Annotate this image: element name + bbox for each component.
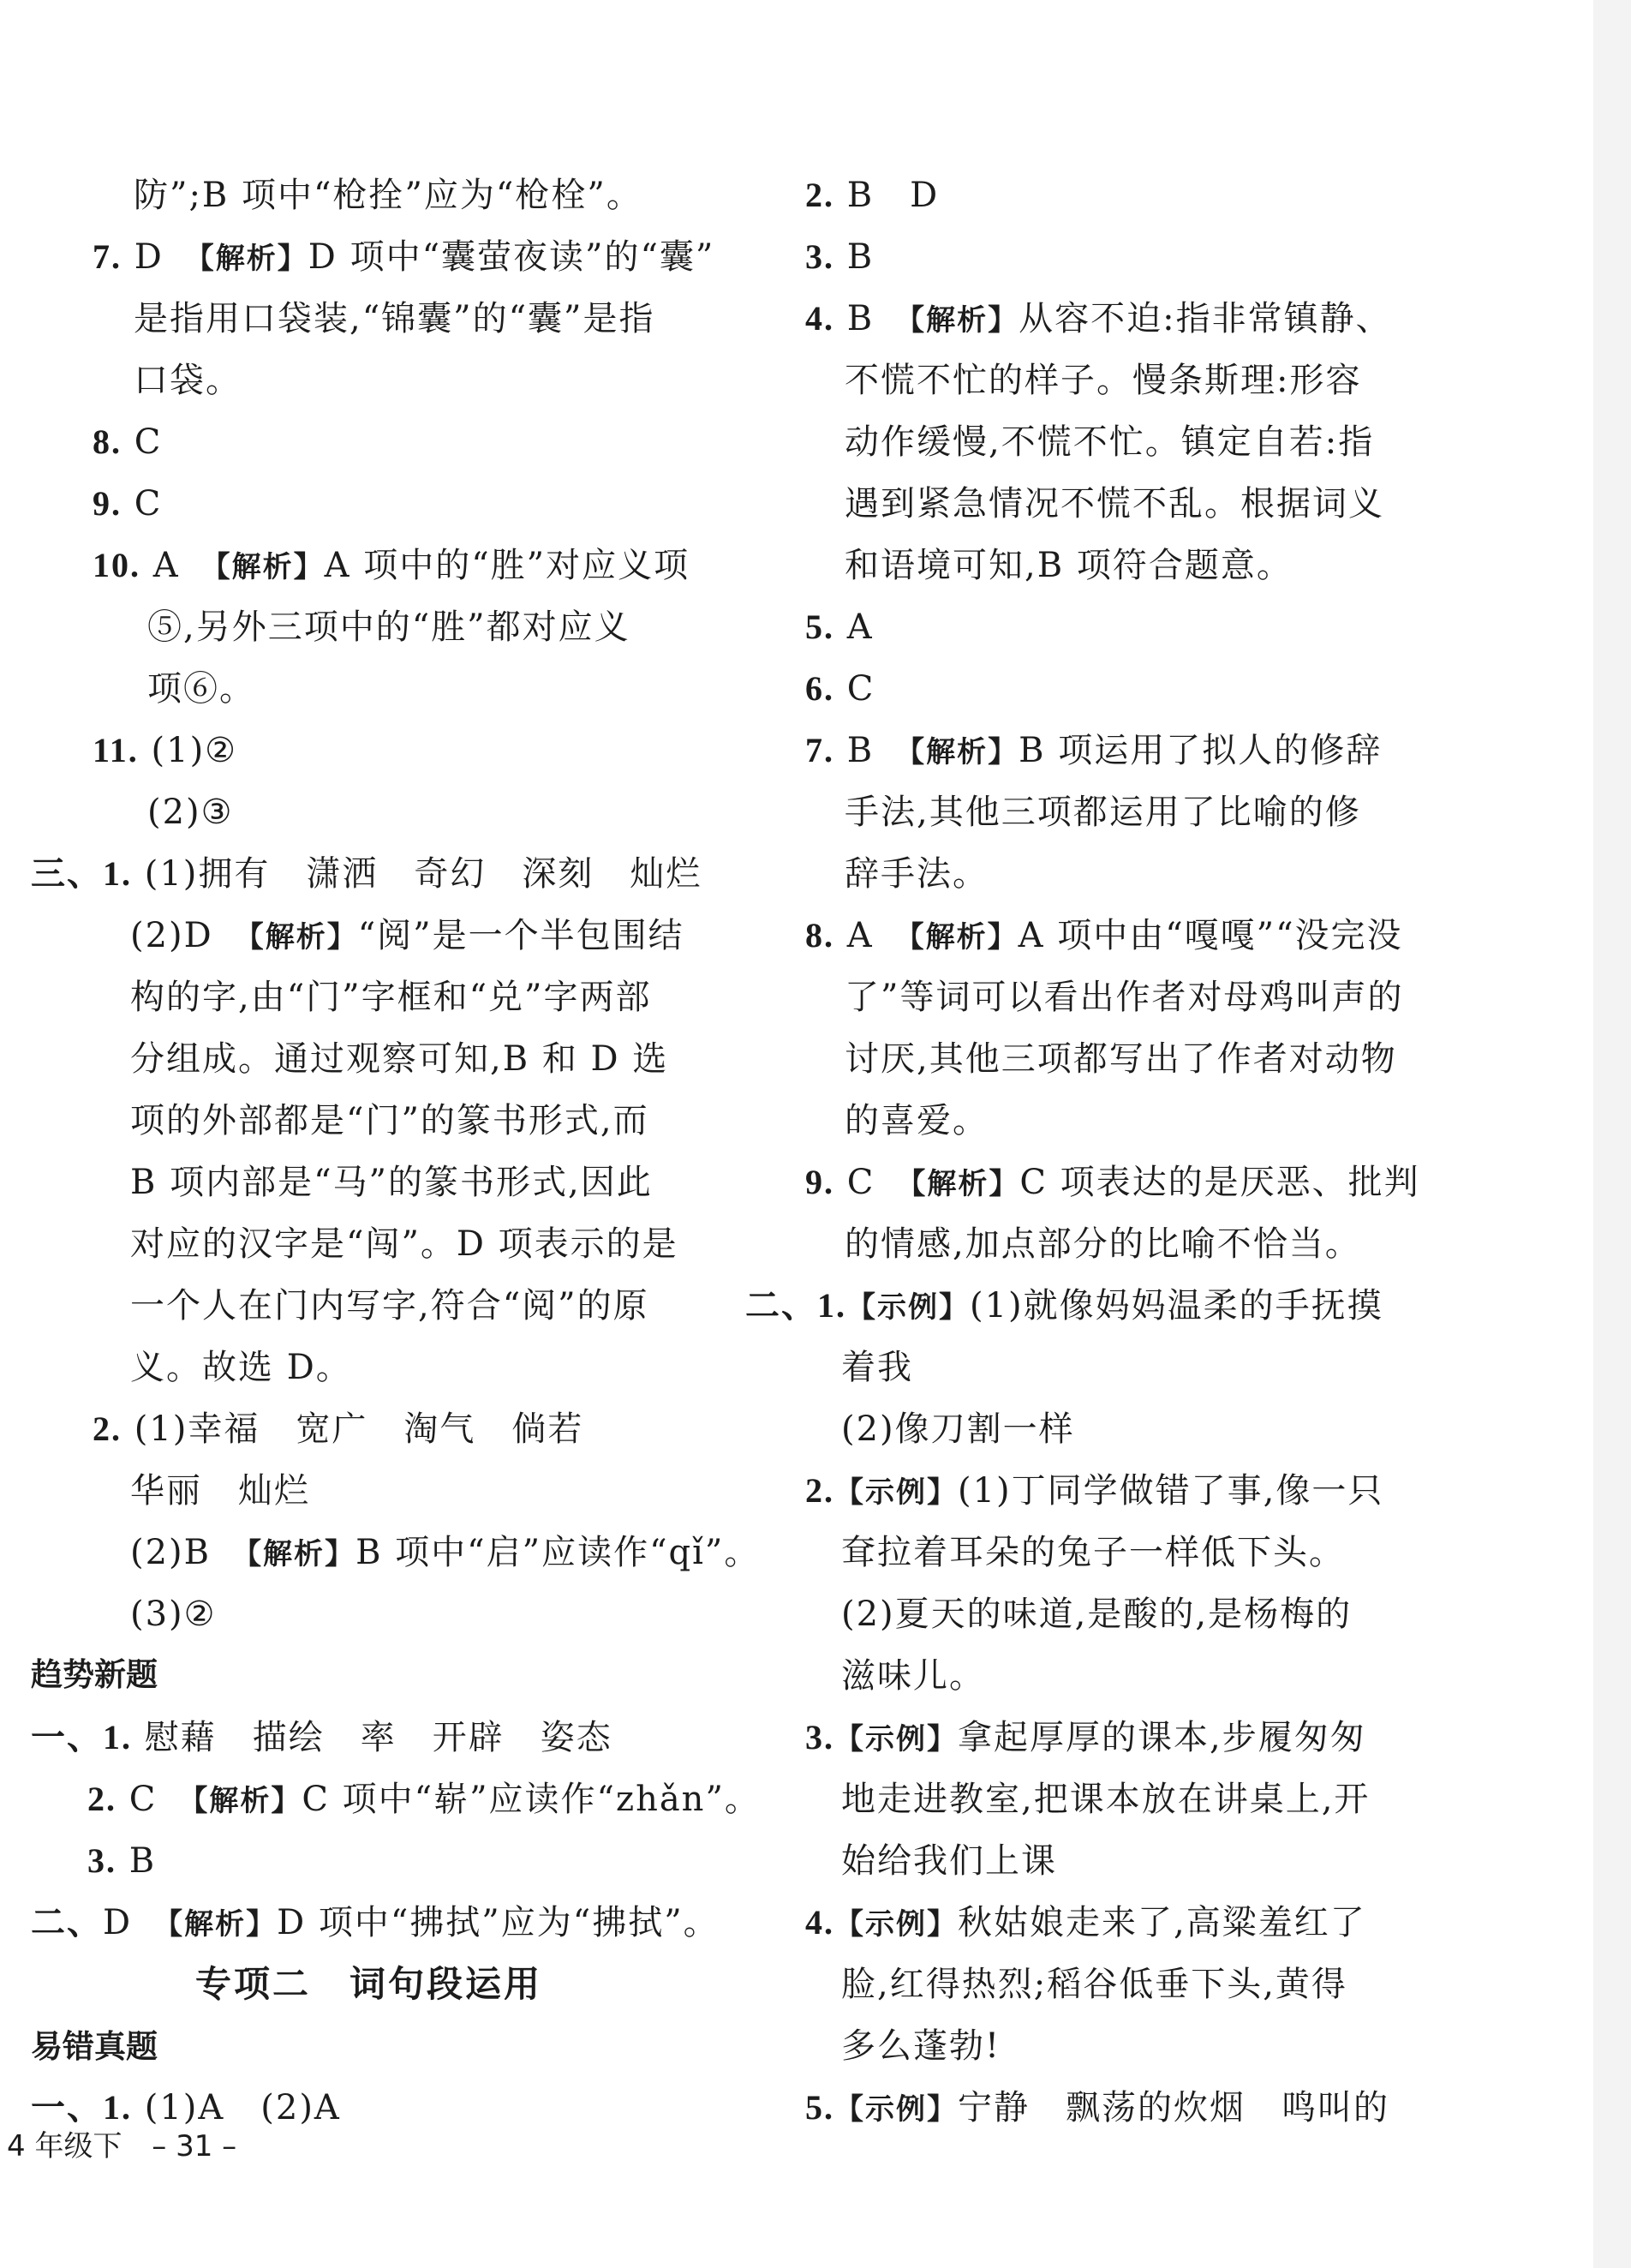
item-answer: B <box>834 731 911 770</box>
answer-line: 是指用口袋装,“锦囊”的“囊”是指 <box>134 299 655 338</box>
answer-item-r6 <box>805 658 875 720</box>
example-tag: 【示例】 <box>834 1907 958 1942</box>
item-answer: B <box>834 299 911 338</box>
item-answer: B <box>116 1841 157 1881</box>
item-answer: C <box>122 422 163 462</box>
answer-line: ⑤,另外三项中的“胜”都对应义 <box>147 607 630 647</box>
item-text: 从容不迫:指非常镇静、 <box>1019 299 1392 338</box>
trend-item-2 <box>87 1768 761 1832</box>
answer-item-3-1 <box>31 843 702 905</box>
answer-line: 多么蓬勃! <box>841 2026 1001 2066</box>
answer-item-10 <box>93 535 690 598</box>
answer-line: 项⑥。 <box>147 669 255 709</box>
answer-line: 辞手法。 <box>845 854 989 894</box>
item-answer: A <box>140 546 216 585</box>
answer-line: 构的字,由“门”字框和“兑”字两部 <box>130 978 652 1017</box>
analysis-tag: 【解析】 <box>910 303 1019 338</box>
answer-line: 华丽 灿烂 <box>130 1471 310 1511</box>
answer-line: 对应的汉字是“闯”。D 项表示的是 <box>130 1224 678 1264</box>
answer-line <box>130 905 684 968</box>
example-item-3 <box>805 1707 1366 1770</box>
answer-line: (2)夏天的味道,是酸的,是杨梅的 <box>841 1595 1353 1634</box>
answer-item-11 <box>93 720 237 781</box>
answer-line: B 项内部是“马”的篆书形式,因此 <box>130 1163 653 1202</box>
item-answer: (2)D <box>130 916 249 955</box>
item-text: C 项表达的是厌恶、批判 <box>1019 1163 1420 1202</box>
item-number: 4. <box>805 299 834 338</box>
item-number: 2. <box>805 1471 834 1510</box>
analysis-tag: 【解析】 <box>911 1167 1020 1201</box>
answer-line: 的喜爱。 <box>845 1101 989 1140</box>
item-number: 一、1. <box>31 1718 132 1756</box>
analysis-tag: 【解析】 <box>910 735 1019 769</box>
item-text: D 项中“拂拭”应为“拂拭”。 <box>277 1903 720 1942</box>
page-edge <box>1593 0 1631 2268</box>
trend-item-3 <box>87 1830 156 1892</box>
item-text: C 项中“崭”应读作“zhǎn”。 <box>302 1780 761 1819</box>
answer-line: (3)② <box>130 1595 217 1634</box>
answer-item-9 <box>93 473 162 535</box>
item-text: D 项中“囊萤夜读”的“囊” <box>308 237 715 277</box>
answer-line: 脸,红得热烈;稻谷低垂下头,黄得 <box>841 1965 1347 2004</box>
item-answer: (1)A (2)A <box>132 2088 341 2127</box>
analysis-tag: 【解析】 <box>247 1537 356 1571</box>
item-text: 秋姑娘走来了,高粱羞红了 <box>958 1903 1366 1942</box>
item-number: 11. <box>93 731 139 769</box>
item-answer: (1)幸福 宽广 淘气 倘若 <box>122 1409 584 1449</box>
answer-line: 了”等词可以看出作者对母鸡叫声的 <box>845 978 1404 1017</box>
answer-line: 防”;B 项中“枪拴”应为“枪栓”。 <box>134 176 642 215</box>
item-number: 5. <box>805 2088 834 2127</box>
item-number: 8. <box>93 422 122 461</box>
answer-item-7 <box>93 226 714 290</box>
example-item-2-1 <box>745 1275 1383 1338</box>
page-footer <box>7 2125 236 2168</box>
answer-line: 着我 <box>841 1348 913 1387</box>
answer-line: 手法,其他三项都运用了比喻的修 <box>845 793 1361 832</box>
answer-line: 的情感,加点部分的比喻不恰当。 <box>845 1224 1361 1264</box>
item-answer: A <box>834 916 910 955</box>
item-answer: (2)B <box>130 1533 248 1572</box>
example-tag: 【示例】 <box>846 1290 970 1325</box>
answer-line: 分组成。通过观察可知,B 和 D 选 <box>130 1039 669 1079</box>
answer-line: (2)像刀割一样 <box>841 1409 1075 1449</box>
answer-line: 始给我们上课 <box>841 1841 1057 1881</box>
item-number: 3. <box>87 1841 116 1880</box>
item-number: 5. <box>805 607 834 646</box>
answer-line <box>130 1522 760 1585</box>
answer-line: 讨厌,其他三项都写出了作者对动物 <box>845 1039 1397 1079</box>
item-answer: B D <box>834 176 940 215</box>
item-answer: C <box>834 669 875 709</box>
item-text: “阅”是一个半包围结 <box>357 916 684 955</box>
item-number: 4. <box>805 1903 834 1942</box>
item-answer: C <box>834 1163 911 1202</box>
answer-item-r2 <box>805 165 939 226</box>
answer-line: 地走进教室,把课本放在讲桌上,开 <box>841 1780 1371 1819</box>
item-answer: D <box>122 237 200 277</box>
item-number: 2. <box>93 1409 122 1448</box>
example-item-4 <box>805 1892 1366 1955</box>
item-answer: B <box>834 237 875 277</box>
item-answer: 慰藉 描绘 率 开辟 姿态 <box>132 1718 612 1757</box>
item-number: 10. <box>93 546 140 584</box>
item-text: A 项中由“嘎嘎”“没完没 <box>1018 916 1403 955</box>
section-title: 专项二 词句段运用 <box>195 1963 543 2005</box>
example-item-5 <box>805 2077 1389 2140</box>
trend-item-section-2 <box>31 1892 720 1955</box>
answer-item-r9 <box>805 1152 1420 1215</box>
item-answer: (1)拥有 潇洒 奇幻 深刻 灿烂 <box>132 854 702 894</box>
item-answer: C <box>116 1780 194 1819</box>
answer-line: 遇到紧急情况不慌不乱。根据词义 <box>845 484 1384 524</box>
answer-line: 不慌不忙的样子。慢条斯理:形容 <box>845 361 1362 400</box>
item-text: 拿起厚厚的课本,步履匆匆 <box>958 1718 1366 1757</box>
answer-item-2 <box>93 1398 583 1460</box>
item-number: 二、1. <box>745 1286 846 1325</box>
subheading-error: 易错真题 <box>31 2028 158 2065</box>
item-text: A 项中的“胜”对应义项 <box>324 546 690 585</box>
analysis-tag: 【解析】 <box>215 550 325 584</box>
item-number: 二、 <box>31 1903 103 1942</box>
analysis-tag: 【解析】 <box>909 920 1019 954</box>
item-text: (1)就像妈妈温柔的手抚摸 <box>970 1286 1383 1325</box>
item-answer: (1)② <box>138 731 238 770</box>
item-number: 7. <box>93 237 122 276</box>
answer-line: 项的外部都是“门”的篆书形式,而 <box>130 1101 649 1140</box>
answer-item-r3 <box>805 226 874 288</box>
answer-line: 义。故选 D。 <box>130 1348 352 1387</box>
analysis-tag: 【解析】 <box>193 1784 302 1818</box>
analysis-tag: 【解析】 <box>248 920 358 954</box>
answer-item-r7 <box>805 720 1382 783</box>
answer-item-r8 <box>805 905 1403 968</box>
item-text: 宁静 飘荡的炊烟 鸣叫的 <box>958 2088 1389 2127</box>
example-item-2 <box>805 1460 1383 1523</box>
item-answer: C <box>122 484 163 524</box>
answer-line: 滋味儿。 <box>841 1656 985 1696</box>
answer-line: (2)③ <box>147 793 234 832</box>
answer-line: 口袋。 <box>134 361 242 400</box>
trend-item-1-1 <box>31 1707 612 1768</box>
answer-item-r4 <box>805 288 1392 351</box>
item-number: 3. <box>805 237 834 276</box>
grade-label: 4 年级下 <box>7 2129 122 2163</box>
example-tag: 【示例】 <box>834 2092 958 2127</box>
item-number: 一、1. <box>31 2088 132 2127</box>
item-answer: D <box>103 1903 169 1942</box>
analysis-tag: 【解析】 <box>168 1907 278 1942</box>
item-number: 9. <box>93 484 122 523</box>
example-tag: 【示例】 <box>834 1722 958 1756</box>
page-number: – 31 – <box>152 2129 237 2163</box>
item-text: B 项中“启”应读作“qǐ”。 <box>355 1533 761 1572</box>
answer-line: 动作缓慢,不慌不忙。镇定自若:指 <box>845 422 1375 462</box>
item-number: 3. <box>805 1718 834 1756</box>
item-number: 2. <box>87 1780 116 1818</box>
answer-item-r5 <box>805 596 874 658</box>
item-number: 9. <box>805 1163 834 1201</box>
example-tag: 【示例】 <box>834 1475 958 1510</box>
item-number: 8. <box>805 916 834 954</box>
item-number: 7. <box>805 731 834 769</box>
item-answer: A <box>834 607 874 647</box>
answer-item-8 <box>93 411 162 473</box>
item-text: (1)丁同学做错了事,像一只 <box>958 1471 1384 1511</box>
answer-line: 耷拉着耳朵的兔子一样低下头。 <box>841 1533 1345 1572</box>
answer-line: 一个人在门内写字,符合“阅”的原 <box>130 1286 649 1325</box>
analysis-tag: 【解析】 <box>199 242 308 276</box>
answer-line: 和语境可知,B 项符合题意。 <box>845 546 1293 585</box>
subheading-trend: 趋势新题 <box>31 1656 158 1693</box>
item-number: 2. <box>805 176 834 214</box>
item-text: B 项运用了拟人的修辞 <box>1019 731 1383 770</box>
item-number: 三、1. <box>31 854 132 893</box>
item-number: 6. <box>805 669 834 708</box>
